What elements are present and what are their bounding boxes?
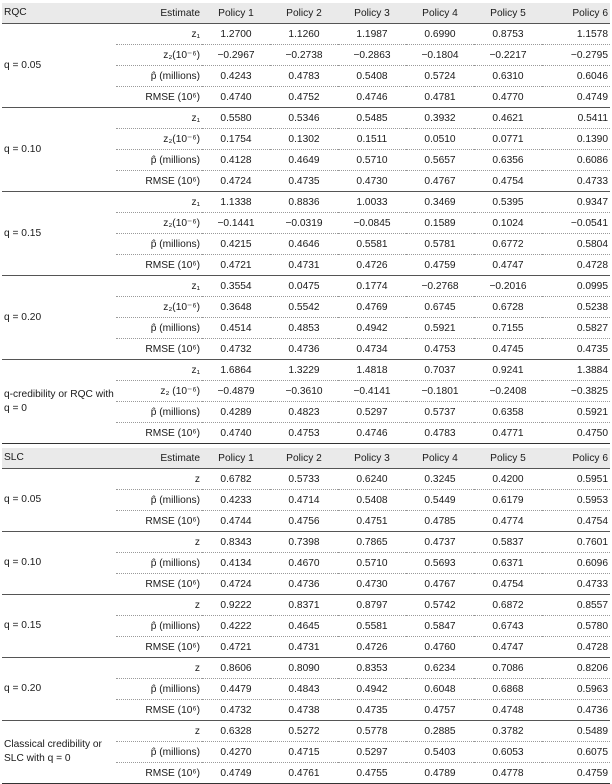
estimate-label: RMSE (10⁶) <box>116 255 202 276</box>
table-row <box>2 108 610 129</box>
value-cell-policy-1: 1.6864 <box>202 360 270 381</box>
estimate-label: RMSE (10⁶) <box>116 423 202 444</box>
value-cell-policy-5: 0.4770 <box>474 87 542 108</box>
estimate-label: z <box>116 469 202 490</box>
group-label: q = 0.20 <box>2 276 116 360</box>
value-cell-policy-4: 0.4783 <box>406 423 474 444</box>
estimate-label: p̂ (millions) <box>116 616 202 637</box>
value-cell-policy-5: 0.6053 <box>474 742 542 763</box>
rqc-header-cell: Policy 1 <box>202 3 270 24</box>
value-cell-policy-4: 0.3245 <box>406 469 474 490</box>
value-cell-policy-6: 0.4749 <box>542 87 610 108</box>
value-cell-policy-6: 0.4733 <box>542 574 610 595</box>
value-cell-policy-1: 0.5580 <box>202 108 270 129</box>
value-cell-policy-3: 1.0033 <box>338 192 406 213</box>
value-cell-policy-5: 0.4621 <box>474 108 542 129</box>
value-cell-policy-1: 0.4740 <box>202 423 270 444</box>
value-cell-policy-1: 0.4479 <box>202 679 270 700</box>
value-cell-policy-6: 0.4759 <box>542 763 610 784</box>
value-cell-policy-2: 0.8090 <box>270 658 338 679</box>
group-label: q = 0.05 <box>2 24 116 108</box>
value-cell-policy-4: 0.5724 <box>406 66 474 87</box>
value-cell-policy-6: −0.2795 <box>542 45 610 66</box>
value-cell-policy-4: 0.5921 <box>406 318 474 339</box>
value-cell-policy-1: 0.4721 <box>202 255 270 276</box>
value-cell-policy-2: 0.5272 <box>270 721 338 742</box>
group-label: q = 0.15 <box>2 192 116 276</box>
value-cell-policy-3: 0.4730 <box>338 171 406 192</box>
value-cell-policy-4: 0.4785 <box>406 511 474 532</box>
value-cell-policy-5: 0.6872 <box>474 595 542 616</box>
estimate-label: z₂(10⁻⁶) <box>116 45 202 66</box>
value-cell-policy-3: 1.4818 <box>338 360 406 381</box>
table-row <box>2 360 610 381</box>
group-label: q = 0.10 <box>2 532 116 595</box>
value-cell-policy-1: 0.6782 <box>202 469 270 490</box>
value-cell-policy-2: 0.4853 <box>270 318 338 339</box>
rqc-header-cell: Policy 5 <box>474 3 542 24</box>
value-cell-policy-6: 0.5804 <box>542 234 610 255</box>
value-cell-policy-6: 0.5921 <box>542 402 610 423</box>
value-cell-policy-5: 0.5395 <box>474 192 542 213</box>
value-cell-policy-6: 0.5780 <box>542 616 610 637</box>
value-cell-policy-6: 0.6075 <box>542 742 610 763</box>
value-cell-policy-6: 0.4754 <box>542 511 610 532</box>
value-cell-policy-1: 0.4215 <box>202 234 270 255</box>
value-cell-policy-6: 0.5953 <box>542 490 610 511</box>
value-cell-policy-5: 0.6356 <box>474 150 542 171</box>
value-cell-policy-4: −0.1801 <box>406 381 474 402</box>
value-cell-policy-2: 0.4731 <box>270 637 338 658</box>
estimate-label: z <box>116 658 202 679</box>
value-cell-policy-2: 0.4731 <box>270 255 338 276</box>
value-cell-policy-2: 0.4843 <box>270 679 338 700</box>
value-cell-policy-3: 0.5485 <box>338 108 406 129</box>
value-cell-policy-4: 0.3469 <box>406 192 474 213</box>
estimate-label: p̂ (millions) <box>116 150 202 171</box>
value-cell-policy-1: 0.4740 <box>202 87 270 108</box>
value-cell-policy-4: 0.4737 <box>406 532 474 553</box>
value-cell-policy-3: 0.6240 <box>338 469 406 490</box>
value-cell-policy-5: 0.4754 <box>474 574 542 595</box>
value-cell-policy-2: 0.7398 <box>270 532 338 553</box>
estimate-label: z <box>116 532 202 553</box>
value-cell-policy-1: 0.4289 <box>202 402 270 423</box>
group-label: Classical credibility or SLC with q = 0 <box>2 721 116 784</box>
slc-header-cell: Policy 3 <box>338 448 406 469</box>
value-cell-policy-4: 0.6234 <box>406 658 474 679</box>
rqc-header-cell: Policy 3 <box>338 3 406 24</box>
value-cell-policy-2: 0.4823 <box>270 402 338 423</box>
slc-header-cell: Policy 2 <box>270 448 338 469</box>
table-row <box>2 192 610 213</box>
value-cell-policy-2: 0.4738 <box>270 700 338 721</box>
value-cell-policy-6: 0.5827 <box>542 318 610 339</box>
estimate-label: z₂(10⁻⁶) <box>116 213 202 234</box>
table-row <box>2 595 610 616</box>
estimate-label: RMSE (10⁶) <box>116 511 202 532</box>
value-cell-policy-3: 0.5408 <box>338 490 406 511</box>
estimate-label: z₂ (10⁻⁶) <box>116 381 202 402</box>
value-cell-policy-3: 0.5581 <box>338 234 406 255</box>
value-cell-policy-1: 0.4243 <box>202 66 270 87</box>
value-cell-policy-1: 0.4724 <box>202 171 270 192</box>
value-cell-policy-1: 0.8606 <box>202 658 270 679</box>
group-label: q-credibility or RQC with q = 0 <box>2 360 116 444</box>
value-cell-policy-5: 0.1024 <box>474 213 542 234</box>
value-cell-policy-6: 0.4735 <box>542 339 610 360</box>
value-cell-policy-1: 0.4744 <box>202 511 270 532</box>
value-cell-policy-2: 0.4646 <box>270 234 338 255</box>
value-cell-policy-1: 0.4724 <box>202 574 270 595</box>
value-cell-policy-4: 0.5742 <box>406 595 474 616</box>
value-cell-policy-4: 0.4767 <box>406 171 474 192</box>
value-cell-policy-3: 0.4769 <box>338 297 406 318</box>
value-cell-policy-2: 0.4645 <box>270 616 338 637</box>
value-cell-policy-6: 0.8557 <box>542 595 610 616</box>
estimate-label: z₁ <box>116 24 202 45</box>
value-cell-policy-1: 0.4732 <box>202 700 270 721</box>
table-row <box>2 24 610 45</box>
estimate-label: z₁ <box>116 108 202 129</box>
value-cell-policy-6: 0.5411 <box>542 108 610 129</box>
value-cell-policy-5: 0.6868 <box>474 679 542 700</box>
value-cell-policy-3: 0.4730 <box>338 574 406 595</box>
value-cell-policy-4: 0.2885 <box>406 721 474 742</box>
value-cell-policy-3: 0.4755 <box>338 763 406 784</box>
value-cell-policy-5: 0.7086 <box>474 658 542 679</box>
value-cell-policy-3: 0.4942 <box>338 318 406 339</box>
value-cell-policy-2: −0.3610 <box>270 381 338 402</box>
value-cell-policy-6: 0.5238 <box>542 297 610 318</box>
value-cell-policy-2: 1.3229 <box>270 360 338 381</box>
value-cell-policy-2: 0.4736 <box>270 339 338 360</box>
value-cell-policy-3: 0.5297 <box>338 402 406 423</box>
value-cell-policy-1: 0.4233 <box>202 490 270 511</box>
rqc-header-row <box>2 3 610 24</box>
value-cell-policy-6: 0.5963 <box>542 679 610 700</box>
value-cell-policy-5: 0.6772 <box>474 234 542 255</box>
value-cell-policy-2: 1.1260 <box>270 24 338 45</box>
estimate-label: p̂ (millions) <box>116 66 202 87</box>
value-cell-policy-2: −0.0319 <box>270 213 338 234</box>
value-cell-policy-1: 0.6328 <box>202 721 270 742</box>
estimate-label: z₂(10⁻⁶) <box>116 297 202 318</box>
value-cell-policy-4: 0.1589 <box>406 213 474 234</box>
estimate-label: p̂ (millions) <box>116 318 202 339</box>
value-cell-policy-4: 0.4753 <box>406 339 474 360</box>
value-cell-policy-1: 0.4134 <box>202 553 270 574</box>
value-cell-policy-4: 0.0510 <box>406 129 474 150</box>
value-cell-policy-4: 0.7037 <box>406 360 474 381</box>
value-cell-policy-2: 0.4715 <box>270 742 338 763</box>
value-cell-policy-4: −0.2768 <box>406 276 474 297</box>
value-cell-policy-2: 0.4714 <box>270 490 338 511</box>
table-row <box>2 532 610 553</box>
table-row <box>2 276 610 297</box>
value-cell-policy-5: 0.4745 <box>474 339 542 360</box>
value-cell-policy-6: 0.7601 <box>542 532 610 553</box>
value-cell-policy-3: 0.4735 <box>338 700 406 721</box>
value-cell-policy-6: 0.8206 <box>542 658 610 679</box>
group-label: q = 0.05 <box>2 469 116 532</box>
value-cell-policy-3: 0.5408 <box>338 66 406 87</box>
slc-header-cell: Policy 4 <box>406 448 474 469</box>
estimate-label: p̂ (millions) <box>116 234 202 255</box>
rqc-header-cell: Policy 2 <box>270 3 338 24</box>
value-cell-policy-4: −0.1804 <box>406 45 474 66</box>
value-cell-policy-4: 0.4781 <box>406 87 474 108</box>
value-cell-policy-1: 0.4514 <box>202 318 270 339</box>
value-cell-policy-1: 0.1754 <box>202 129 270 150</box>
value-cell-policy-4: 0.4757 <box>406 700 474 721</box>
estimate-label: z₂(10⁻⁶) <box>116 129 202 150</box>
value-cell-policy-3: 0.4734 <box>338 339 406 360</box>
estimate-label: p̂ (millions) <box>116 553 202 574</box>
value-cell-policy-2: 0.4752 <box>270 87 338 108</box>
value-cell-policy-1: 0.3554 <box>202 276 270 297</box>
estimate-label: RMSE (10⁶) <box>116 637 202 658</box>
value-cell-policy-3: −0.2863 <box>338 45 406 66</box>
value-cell-policy-6: 0.4728 <box>542 637 610 658</box>
value-cell-policy-1: 0.4222 <box>202 616 270 637</box>
value-cell-policy-6: 0.5489 <box>542 721 610 742</box>
value-cell-policy-4: 0.5737 <box>406 402 474 423</box>
group-label: q = 0.15 <box>2 595 116 658</box>
value-cell-policy-3: 0.8797 <box>338 595 406 616</box>
value-cell-policy-5: 0.4771 <box>474 423 542 444</box>
value-cell-policy-6: −0.0541 <box>542 213 610 234</box>
slc-header-cell: SLC <box>2 448 116 469</box>
value-cell-policy-5: 0.4747 <box>474 255 542 276</box>
value-cell-policy-1: 0.4270 <box>202 742 270 763</box>
estimate-label: p̂ (millions) <box>116 742 202 763</box>
value-cell-policy-2: 0.5733 <box>270 469 338 490</box>
value-cell-policy-4: 0.5847 <box>406 616 474 637</box>
table-body <box>2 3 610 784</box>
value-cell-policy-1: 0.9222 <box>202 595 270 616</box>
value-cell-policy-2: 0.4735 <box>270 171 338 192</box>
value-cell-policy-3: 0.5710 <box>338 553 406 574</box>
estimate-label: RMSE (10⁶) <box>116 700 202 721</box>
value-cell-policy-2: 0.4736 <box>270 574 338 595</box>
value-cell-policy-5: 0.8753 <box>474 24 542 45</box>
estimate-label: p̂ (millions) <box>116 402 202 423</box>
value-cell-policy-3: 0.4726 <box>338 255 406 276</box>
value-cell-policy-3: 0.5297 <box>338 742 406 763</box>
value-cell-policy-1: 0.3648 <box>202 297 270 318</box>
value-cell-policy-5: 0.7155 <box>474 318 542 339</box>
slc-header-cell: Policy 5 <box>474 448 542 469</box>
value-cell-policy-5: 0.4778 <box>474 763 542 784</box>
value-cell-policy-4: 0.5403 <box>406 742 474 763</box>
value-cell-policy-2: 0.4756 <box>270 511 338 532</box>
estimate-label: p̂ (millions) <box>116 490 202 511</box>
value-cell-policy-5: −0.2217 <box>474 45 542 66</box>
value-cell-policy-3: 0.5778 <box>338 721 406 742</box>
value-cell-policy-5: 0.4754 <box>474 171 542 192</box>
value-cell-policy-3: 0.7865 <box>338 532 406 553</box>
value-cell-policy-1: 0.4721 <box>202 637 270 658</box>
value-cell-policy-5: 0.5837 <box>474 532 542 553</box>
value-cell-policy-6: 0.4728 <box>542 255 610 276</box>
value-cell-policy-4: 0.4789 <box>406 763 474 784</box>
value-cell-policy-2: 0.5542 <box>270 297 338 318</box>
value-cell-policy-2: 0.1302 <box>270 129 338 150</box>
value-cell-policy-4: 0.4760 <box>406 637 474 658</box>
value-cell-policy-6: 0.4733 <box>542 171 610 192</box>
estimate-label: RMSE (10⁶) <box>116 574 202 595</box>
value-cell-policy-1: 1.1338 <box>202 192 270 213</box>
table-row <box>2 721 610 742</box>
estimate-label: z <box>116 721 202 742</box>
value-cell-policy-5: 0.6728 <box>474 297 542 318</box>
value-cell-policy-2: 0.4649 <box>270 150 338 171</box>
estimate-label: z₁ <box>116 276 202 297</box>
slc-header-row <box>2 448 610 469</box>
estimate-label: RMSE (10⁶) <box>116 763 202 784</box>
value-cell-policy-6: 0.4736 <box>542 700 610 721</box>
value-cell-policy-2: 0.4783 <box>270 66 338 87</box>
value-cell-policy-5: 0.4200 <box>474 469 542 490</box>
value-cell-policy-5: 0.4748 <box>474 700 542 721</box>
value-cell-policy-6: 0.9347 <box>542 192 610 213</box>
value-cell-policy-4: 0.3932 <box>406 108 474 129</box>
value-cell-policy-2: 0.4761 <box>270 763 338 784</box>
value-cell-policy-1: −0.1441 <box>202 213 270 234</box>
value-cell-policy-6: 0.5951 <box>542 469 610 490</box>
value-cell-policy-5: −0.2408 <box>474 381 542 402</box>
value-cell-policy-4: 0.5693 <box>406 553 474 574</box>
value-cell-policy-4: 0.4767 <box>406 574 474 595</box>
value-cell-policy-1: 1.2700 <box>202 24 270 45</box>
value-cell-policy-1: −0.4879 <box>202 381 270 402</box>
estimate-label: p̂ (millions) <box>116 679 202 700</box>
value-cell-policy-6: 1.1578 <box>542 24 610 45</box>
group-label: q = 0.20 <box>2 658 116 721</box>
value-cell-policy-5: 0.6743 <box>474 616 542 637</box>
group-label: q = 0.10 <box>2 108 116 192</box>
value-cell-policy-6: 0.4750 <box>542 423 610 444</box>
value-cell-policy-6: −0.3825 <box>542 381 610 402</box>
value-cell-policy-2: 0.4670 <box>270 553 338 574</box>
value-cell-policy-4: 0.6048 <box>406 679 474 700</box>
value-cell-policy-2: 0.8371 <box>270 595 338 616</box>
value-cell-policy-1: 0.8343 <box>202 532 270 553</box>
value-cell-policy-3: 0.4751 <box>338 511 406 532</box>
value-cell-policy-2: 0.0475 <box>270 276 338 297</box>
value-cell-policy-3: −0.0845 <box>338 213 406 234</box>
value-cell-policy-3: 0.4746 <box>338 423 406 444</box>
estimate-label: RMSE (10⁶) <box>116 87 202 108</box>
value-cell-policy-2: 0.8836 <box>270 192 338 213</box>
value-cell-policy-5: 0.6358 <box>474 402 542 423</box>
value-cell-policy-3: 0.4746 <box>338 87 406 108</box>
rqc-header-cell: Policy 4 <box>406 3 474 24</box>
value-cell-policy-2: 0.4753 <box>270 423 338 444</box>
value-cell-policy-5: 0.6179 <box>474 490 542 511</box>
value-cell-policy-5: 0.9241 <box>474 360 542 381</box>
value-cell-policy-4: 0.6990 <box>406 24 474 45</box>
rqc-header-cell: Policy 6 <box>542 3 610 24</box>
value-cell-policy-1: −0.2967 <box>202 45 270 66</box>
value-cell-policy-4: 0.6745 <box>406 297 474 318</box>
value-cell-policy-6: 0.1390 <box>542 129 610 150</box>
value-cell-policy-6: 0.6096 <box>542 553 610 574</box>
value-cell-policy-6: 0.0995 <box>542 276 610 297</box>
table-row <box>2 658 610 679</box>
value-cell-policy-3: 0.1511 <box>338 129 406 150</box>
value-cell-policy-5: 0.4774 <box>474 511 542 532</box>
value-cell-policy-3: 0.5710 <box>338 150 406 171</box>
value-cell-policy-5: 0.6371 <box>474 553 542 574</box>
value-cell-policy-4: 0.5781 <box>406 234 474 255</box>
slc-header-cell: Policy 1 <box>202 448 270 469</box>
estimate-label: z₁ <box>116 192 202 213</box>
value-cell-policy-3: −0.4141 <box>338 381 406 402</box>
rqc-header-cell: RQC <box>2 3 116 24</box>
value-cell-policy-5: 0.6310 <box>474 66 542 87</box>
value-cell-policy-3: 1.1987 <box>338 24 406 45</box>
value-cell-policy-5: −0.2016 <box>474 276 542 297</box>
rqc-header-cell: Estimate <box>116 3 202 24</box>
value-cell-policy-5: 0.0771 <box>474 129 542 150</box>
value-cell-policy-6: 0.6046 <box>542 66 610 87</box>
estimate-label: RMSE (10⁶) <box>116 339 202 360</box>
value-cell-policy-5: 0.4747 <box>474 637 542 658</box>
value-cell-policy-4: 0.5449 <box>406 490 474 511</box>
value-cell-policy-3: 0.4942 <box>338 679 406 700</box>
value-cell-policy-3: 0.1774 <box>338 276 406 297</box>
value-cell-policy-4: 0.5657 <box>406 150 474 171</box>
value-cell-policy-6: 0.6086 <box>542 150 610 171</box>
slc-header-cell: Policy 6 <box>542 448 610 469</box>
value-cell-policy-5: 0.3782 <box>474 721 542 742</box>
value-cell-policy-2: −0.2738 <box>270 45 338 66</box>
value-cell-policy-4: 0.4759 <box>406 255 474 276</box>
value-cell-policy-3: 0.4726 <box>338 637 406 658</box>
value-cell-policy-1: 0.4732 <box>202 339 270 360</box>
credibility-results-table <box>2 3 610 784</box>
value-cell-policy-6: 1.3884 <box>542 360 610 381</box>
value-cell-policy-1: 0.4749 <box>202 763 270 784</box>
value-cell-policy-2: 0.5346 <box>270 108 338 129</box>
estimate-label: RMSE (10⁶) <box>116 171 202 192</box>
value-cell-policy-1: 0.4128 <box>202 150 270 171</box>
table-row <box>2 469 610 490</box>
value-cell-policy-3: 0.8353 <box>338 658 406 679</box>
estimate-label: z₁ <box>116 360 202 381</box>
slc-header-cell: Estimate <box>116 448 202 469</box>
estimate-label: z <box>116 595 202 616</box>
value-cell-policy-3: 0.5581 <box>338 616 406 637</box>
